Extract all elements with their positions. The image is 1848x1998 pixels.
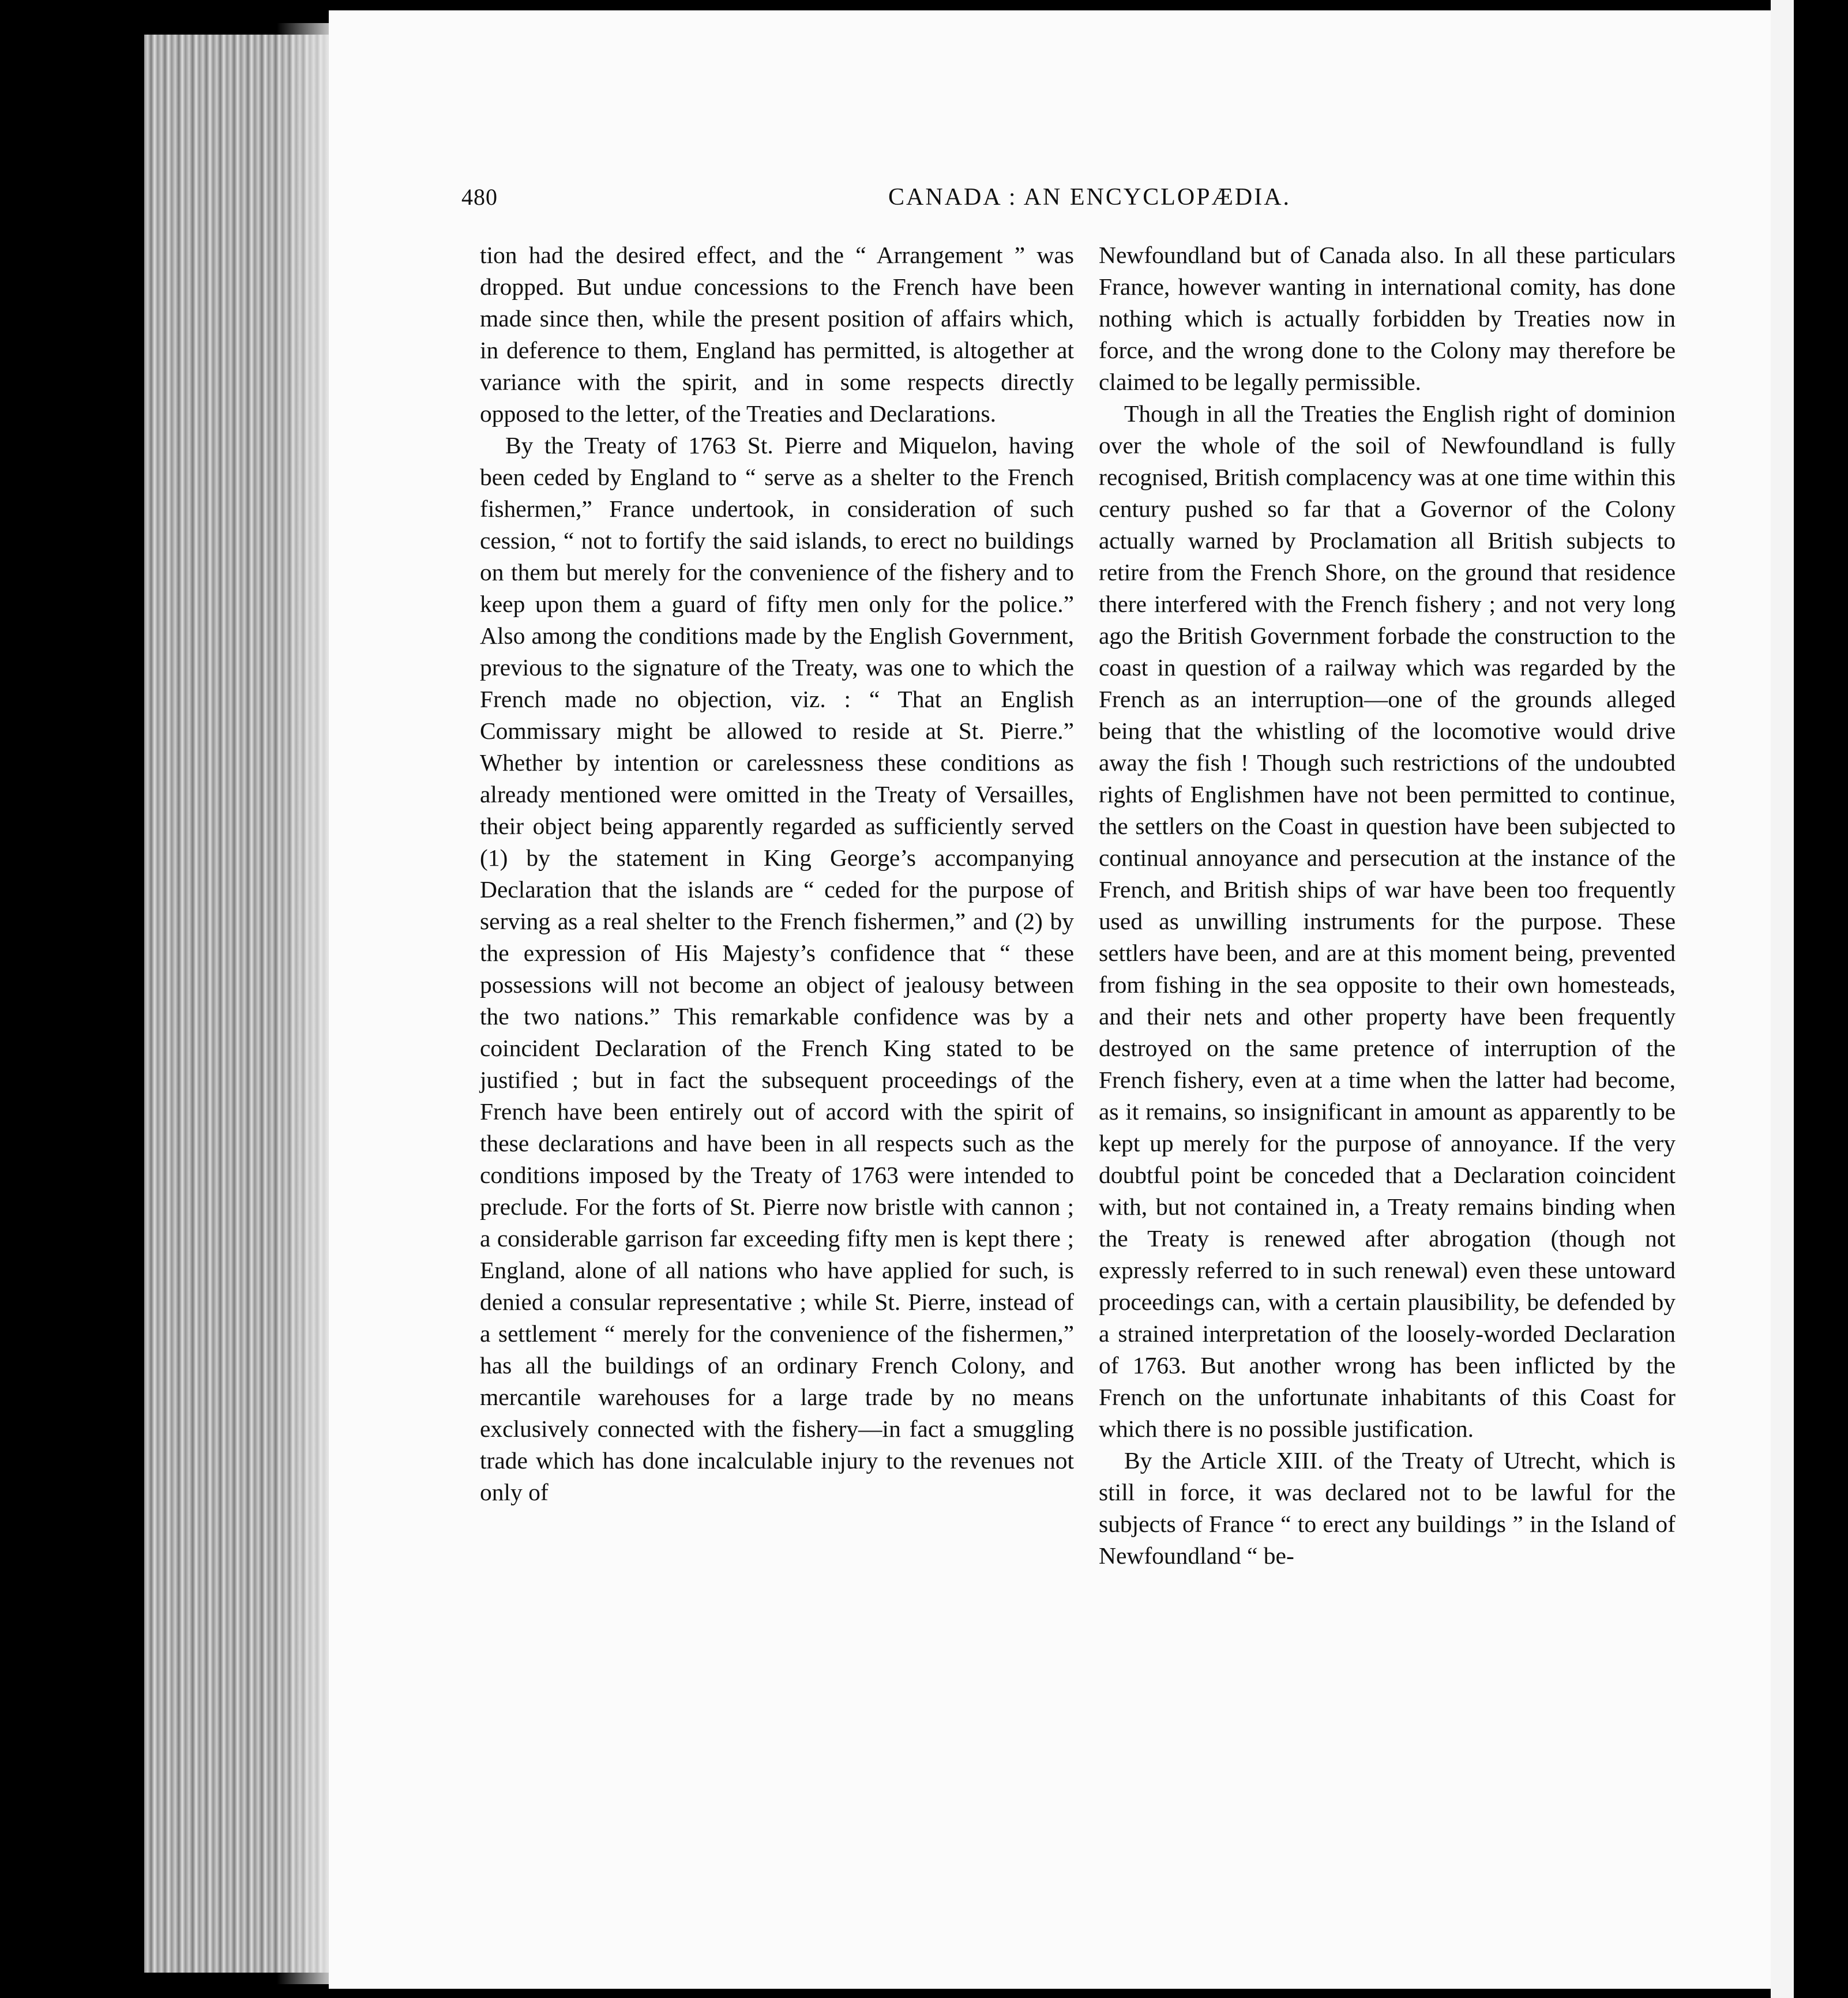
paragraph: tion had the desired effect, and the “ Arrangement ” was dropped. But undue concessions to the French have been made since then, while the present position of affairs which, in deference to them, England has permitted, is altogether at variance with the spirit, and in some respects directly opposed to the letter, of the Treaties and Declarations. (480, 242, 1074, 427)
left-column (480, 239, 1074, 1508)
running-head (461, 183, 1661, 218)
scan-right-border (1794, 0, 1848, 1998)
running-title: CANADA : AN ENCYCLOPÆDIA. (888, 184, 1291, 211)
page-number: 480 (461, 184, 498, 210)
paragraph: Though in all the Treaties the English right of dominion over the whole of the soil of Newfoundland is fully recognised, British complacency was at one time within this century pushed so far that a Governor of the Colony actually warned by Proclamation all British subjects to retire from the French Shore, on the ground that residence there interfered with the French fishery ; and not very long ago the British Government forbade the construction to the coast in question of a railway which was regarded by the French as an interruption—one of the grounds alleged being that the whistling of the locomotive would drive away the fish ! Though such restrictions of the undoubted rights of Englishmen have not been permitted to continue, the settlers on the Coast in question have been subjected to continual annoyance and persecution at the instance of the French, and British ships of war have been too frequently used as unwilling instruments for the purpose. These settlers have been, and are at this moment being, prevented from fishing in the sea opposite to their own homesteads, and their nets and other property have been frequently destroyed on the same pretence of interruption of the French fishery, even at a time when the latter had become, as it remains, so insignificant in amount as apparently to be kept up merely for the purpose of annoyance. If the very doubtful point be conceded that a Declaration coincident with, but not contained in, a Treaty remains binding when the Treaty is renewed after abrogation (though not expressly referred to in such renewal) even these untoward proceedings can, with a certain plausibility, be defended by a strained interpretation of the loosely-worded Declaration of 1763. But another wrong has been inflicted by the French on the unfortunate inhabitants of this Coast for which there is no possible justification. (1099, 400, 1676, 1442)
facing-page-edge (1771, 0, 1794, 1998)
scan-top-border (0, 0, 1848, 8)
right-column (1099, 239, 1676, 1572)
paragraph: Newfoundland but of Canada also. In all these particulars France, however wanting in international comity, has done nothing which is actually forbidden by Treaties now in force, and the wrong done to the Colony may therefore be claimed to be legally permissible. (1099, 242, 1676, 395)
paragraph: By the Treaty of 1763 St. Pierre and Miquelon, having been ceded by England to “ serve as a shelter to the French fishermen,” France undertook, in consideration of such cession, “ not to fortify the said islands, to erect no buildings on them but merely for the convenience of the fishery and to keep upon them a guard of fifty men only for the police.” Also among the conditions made by the English Government, previous to the signature of the Treaty, was one to which the French made no objection, viz. : “ That an English Commissary might be allowed to reside at St. Pierre.” Whether by intention or carelessness these conditions as already mentioned were omitted in the Treaty of Versailles, their object being apparently regarded as sufficiently served (1) by the statement in King George’s accompanying Declaration that the islands are “ ceded for the purpose of serving as a real shelter to the French fishermen,” and (2) by the expression of His Majesty’s confidence that “ these possessions will not become an object of jealousy between the two nations.” This remarkable confidence was by a coincident Declaration of the French King stated to be justified ; but in fact the subsequent proceedings of the French have been entirely out of accord with the spirit of these declarations and have been in all respects such as the conditions imposed by the Treaty of 1763 were intended to preclude. For the forts of St. Pierre now bristle with cannon ; a considerable garrison far exceeding fifty men is kept there ; England, alone of all nations who have applied for such, is denied a consular representative ; while St. Pierre, instead of a settlement “ merely for the convenience of the fishermen,” has all the buildings of an ordinary French Colony, and mercantile warehouses for a large trade by no means exclusively connected with the fishery—in fact a smuggling trade which has done incalculable injury to the revenues not only of (480, 432, 1074, 1505)
paragraph: By the Article XIII. of the Treaty of Utrecht, which is still in force, it was declared not to be lawful for the subjects of France “ to erect any buildings ” in the Island of Newfoundland “ be- (1099, 1447, 1676, 1569)
